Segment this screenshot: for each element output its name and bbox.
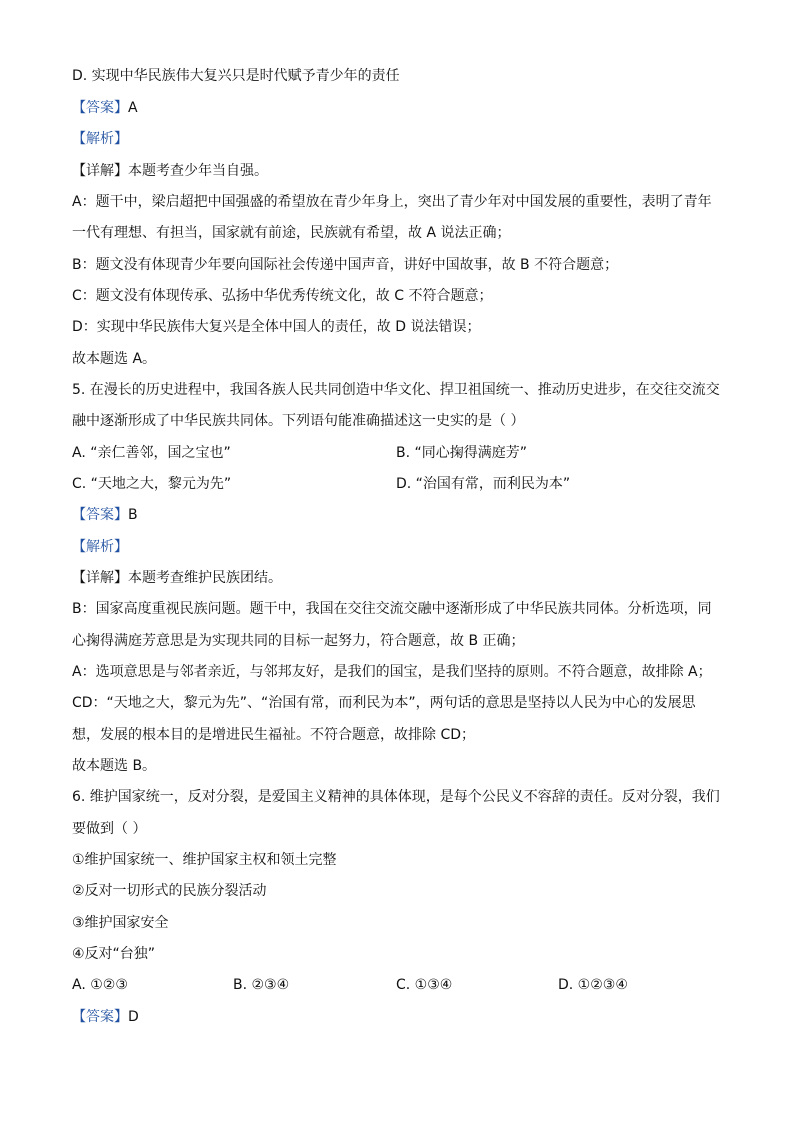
q6-statement-2: ②反对一切形式的民族分裂活动	[72, 883, 267, 899]
q4-analysis-tag: 【解析】	[72, 131, 128, 147]
q4-answer	[72, 98, 732, 118]
q4-detail-line: B：题文没有体现青少年要向国际社会传递中国声音，讲好中国故事，故 B 不符合题意；	[72, 257, 619, 273]
q5-detail-line: B：国家高度重视民族问题。题干中，我国在交往交流交融中逐渐形成了中华民族共同体。分析选项，同	[72, 601, 712, 617]
answer-tag: 【答案】	[72, 100, 128, 116]
q5-option-d: D. “治国有常，而利民为本”	[396, 476, 571, 492]
q5-stem: 融中逐渐形成了中华民族共同体。下列语句能准确描述这一史实的是（ ）	[72, 413, 525, 429]
q6-stem: 6. 维护国家统一，反对分裂，是爱国主义精神的具体体现，是每个公民义不容辞的责任。反对分裂，我们	[72, 789, 720, 805]
q4-detail-line: 一代有理想、有担当，国家就有前途，民族就有希望，故 A 说法正确；	[72, 225, 511, 241]
q5-detail-line: CD：“天地之大，黎元为先”、“治国有常，而利民为本”，两句话的意思是坚持以人民为中心的发展思	[72, 695, 696, 711]
q5-conclusion: 故本题选 B。	[72, 758, 157, 774]
q5-answer	[72, 505, 732, 525]
q4-detail-line: D：实现中华民族伟大复兴是全体中国人的责任，故 D 说法错误；	[72, 319, 481, 335]
q6-statement-3: ③维护国家安全	[72, 915, 169, 931]
q4-detail-heading: 【详解】本题考查少年当自强。	[72, 163, 268, 179]
q5-analysis-tag: 【解析】	[72, 539, 128, 555]
answer-tag: 【答案】	[72, 1009, 128, 1025]
q5-option-c: C. “天地之大，黎元为先”	[72, 476, 232, 492]
q6-stem: 要做到（ ）	[72, 821, 147, 837]
q6-option-b: B. ②③④	[233, 977, 290, 993]
answer-value: D	[128, 1009, 139, 1025]
q6-option-c: C. ①③④	[396, 977, 453, 993]
q5-detail-heading: 【详解】本题考查维护民族团结。	[72, 570, 282, 586]
answer-value: A	[128, 100, 138, 116]
q4-detail-line: C：题文没有体现传承、弘扬中华优秀传统文化，故 C 不符合题意；	[72, 288, 493, 304]
q5-detail-line: A：选项意思是与邻者亲近，与邻邦友好，是我们的国宝，是我们坚持的原则。不符合题意，故排除 A；	[72, 664, 712, 680]
q4-option-d: D. 实现中华民族伟大复兴只是时代赋予青少年的责任	[72, 68, 400, 84]
q5-option-b: B. “同心掬得满庭芳”	[396, 445, 528, 461]
q5-detail-line: 想，发展的根本目的是增进民生福祉。不符合题意，故排除 CD；	[72, 727, 476, 743]
q6-option-d: D. ①②③④	[558, 977, 628, 993]
answer-value: B	[128, 507, 138, 523]
q6-option-a: A. ①②③	[72, 977, 128, 993]
q5-option-a: A. “亲仁善邻，国之宝也”	[72, 445, 231, 461]
answer-tag: 【答案】	[72, 507, 128, 523]
q6-statement-1: ①维护国家统一、维护国家主权和领土完整	[72, 852, 337, 868]
q4-conclusion: 故本题选 A。	[72, 351, 157, 367]
q6-answer	[72, 1007, 732, 1027]
q6-statement-4: ④反对“台独”	[72, 946, 156, 962]
q5-stem: 5. 在漫长的历史进程中，我国各族人民共同创造中华文化、捍卫祖国统一、推动历史进步，在交往交流交	[72, 382, 720, 398]
q5-detail-line: 心掬得满庭芳意思是为实现共同的目标一起努力，符合题意，故 B 正确；	[72, 633, 525, 649]
q4-detail-line: A：题干中，梁启超把中国强盛的希望放在青少年身上，突出了青少年对中国发展的重要性，表明了青年	[72, 194, 712, 210]
